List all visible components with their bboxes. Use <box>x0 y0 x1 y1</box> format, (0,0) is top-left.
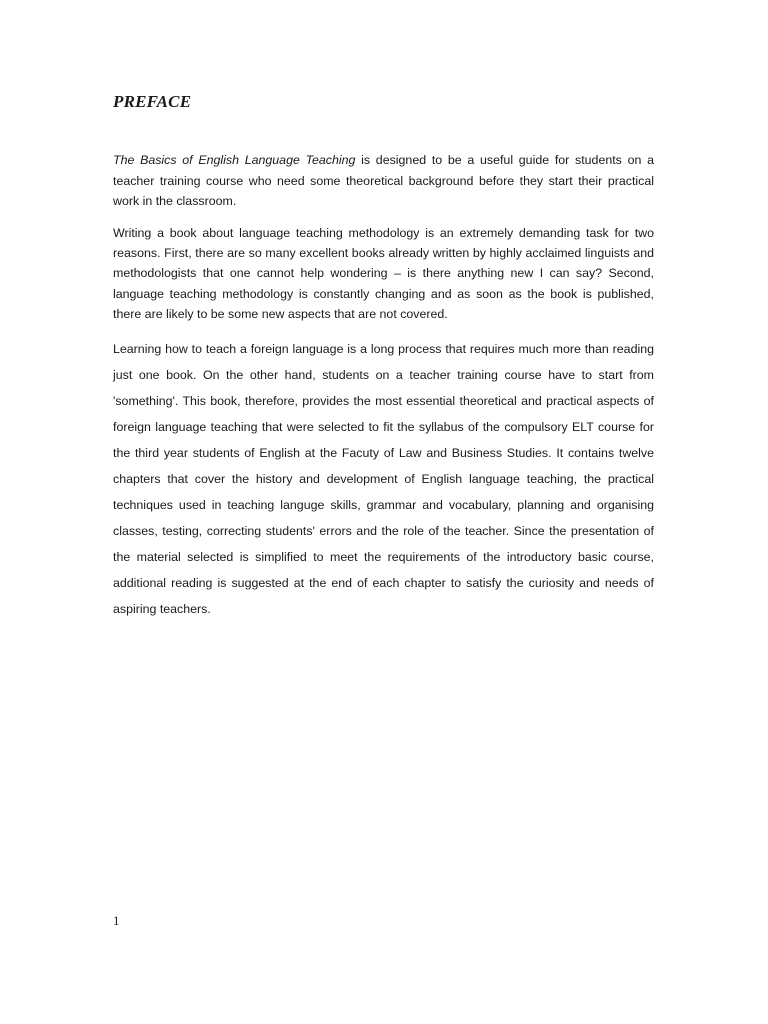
paragraph-contents: Learning how to teach a foreign language is a long process that requires much more than reading just one book. On the other hand, students on a teacher training course have to start from 'something'. This book, therefore, provides the most essential theoretical and practical aspects of foreign language teaching that were selected to fit the syllabus of the compulsory ELT course for the third year students of English at the Facuty of Law and Business Studies. It contains twelve chapters that cover the history and development of English language teaching, the practical techniques used in teaching languge skills, grammar and vocabulary, planning and organising classes, testing, correcting students' errors and the role of the teacher. Since the presentation of the material selected is simplified to meet the requirements of the introductory basic course, additional reading is suggested at the end of each chapter to satisfy the curiosity and needs of aspiring teachers. <box>113 342 654 616</box>
paragraph-intro <box>113 150 654 212</box>
paragraph-intro-text: is designed to be a useful guide for students on a teacher training course who need some theoretical background before they start their practical work in the classroom. <box>113 153 654 208</box>
page-heading: PREFACE <box>113 92 192 111</box>
paragraph-reasons: Writing a book about language teaching methodology is an extremely demanding task for two reasons. First, there are so many excellent books already written by highly acclaimed linguists and methodologists that one cannot help wondering – is there anything new I can say? Second, language teaching methodology is constantly changing and as soon as the book is published, there are likely to be some new aspects that are not covered. <box>113 226 654 321</box>
page-number: 1 <box>113 913 120 928</box>
book-title: The Basics of English Language Teaching <box>113 153 356 167</box>
